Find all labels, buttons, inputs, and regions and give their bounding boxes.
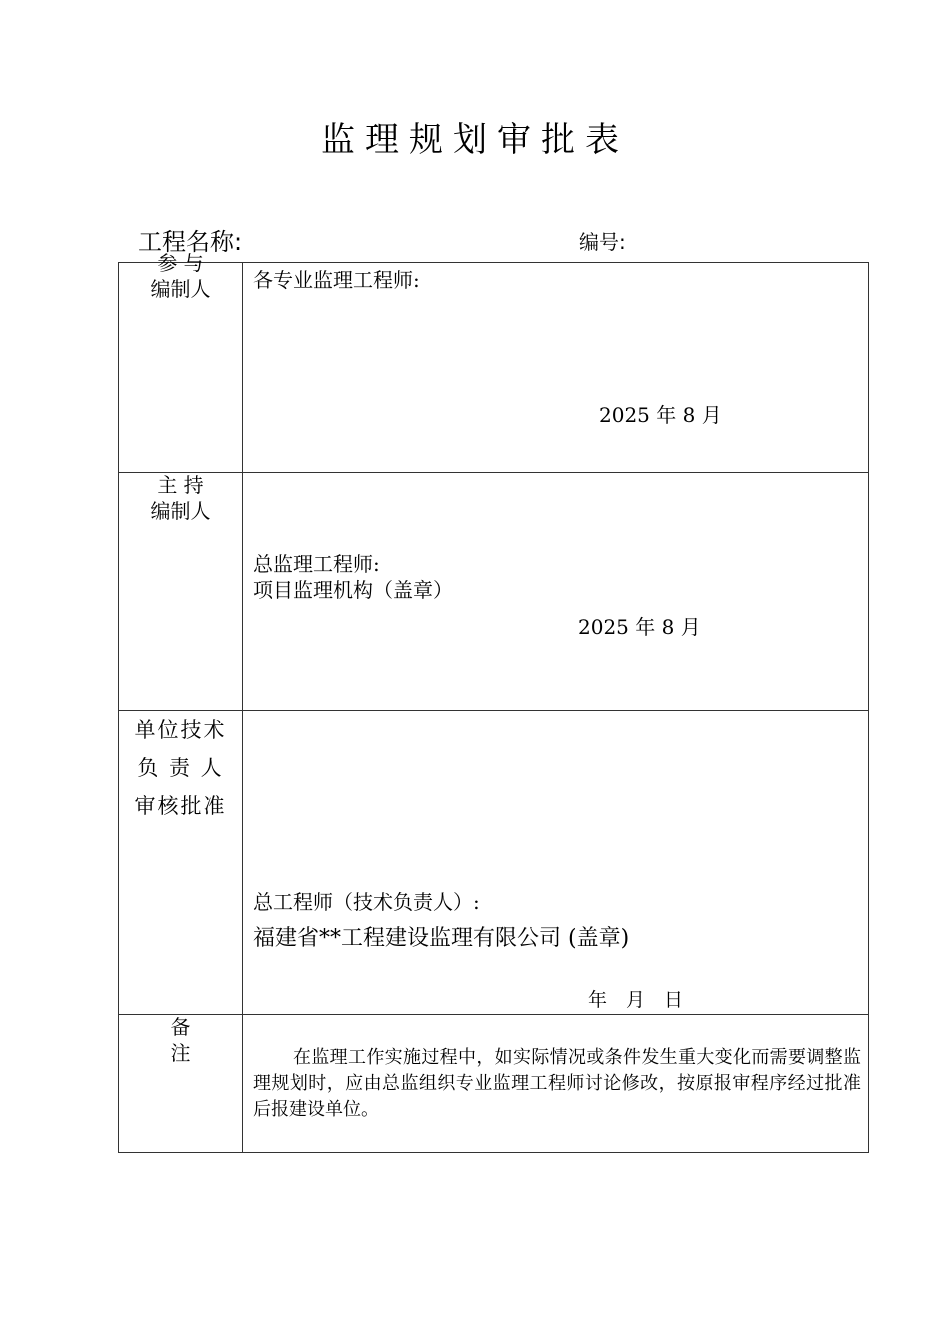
approval-content-cell <box>243 711 869 1015</box>
professional-engineers-label: 各专业监理工程师: <box>253 268 420 292</box>
chief-date: 2025 年 8 月 <box>578 615 701 639</box>
remarks-label-cell <box>119 1015 243 1153</box>
page-title: 监理规划审批表 <box>321 120 629 160</box>
approval-form-table <box>118 251 869 1153</box>
approval-label-line2: 负 责 人 <box>137 756 224 780</box>
remarks-label-line1: 备 <box>170 1015 191 1039</box>
remarks-text: 在监理工作实施过程中，如实际情况或条件发生重大变化而需要调整监理规划时，应由总监组织专业监理工程师讨论修改，按原报审程序经过批准后报建设单位。 <box>253 1047 861 1120</box>
participants-content-cell <box>243 263 869 473</box>
approval-label-line3: 审核批准 <box>134 794 227 818</box>
chief-label-line2: 编制人 <box>150 499 211 523</box>
approval-date-blank: 年 月 日 <box>588 989 684 1011</box>
chief-tech-engineer-label: 总工程师（技术负责人）: <box>253 890 480 914</box>
chief-content-cell <box>243 473 869 711</box>
row-approval <box>119 711 869 1015</box>
remarks-content-cell <box>243 1015 869 1153</box>
company-seal-label: 福建省**工程建设监理有限公司 (盖章) <box>253 926 630 951</box>
serial-number-label: 编号: <box>579 230 626 254</box>
participants-date: 2025 年 8 月 <box>599 403 722 427</box>
chief-label-line1: 主 持 <box>157 473 204 497</box>
participants-label-line2: 编制人 <box>150 277 211 301</box>
row-chief <box>119 473 869 711</box>
participants-label-cell <box>119 251 243 473</box>
participants-label-line1: 参 与 <box>157 251 204 275</box>
approval-label-line1: 单位技术 <box>134 718 227 742</box>
approval-label-cell <box>119 711 243 1015</box>
chief-supervising-engineer-label: 总监理工程师: <box>253 552 380 576</box>
remarks-label-line2: 注 <box>170 1041 191 1065</box>
project-org-seal-label: 项目监理机构（盖章） <box>253 578 453 602</box>
row-participants <box>119 263 869 473</box>
row-remarks <box>119 1015 869 1153</box>
project-name-label: 工程名称: <box>138 228 243 256</box>
chief-label-cell <box>119 473 243 711</box>
